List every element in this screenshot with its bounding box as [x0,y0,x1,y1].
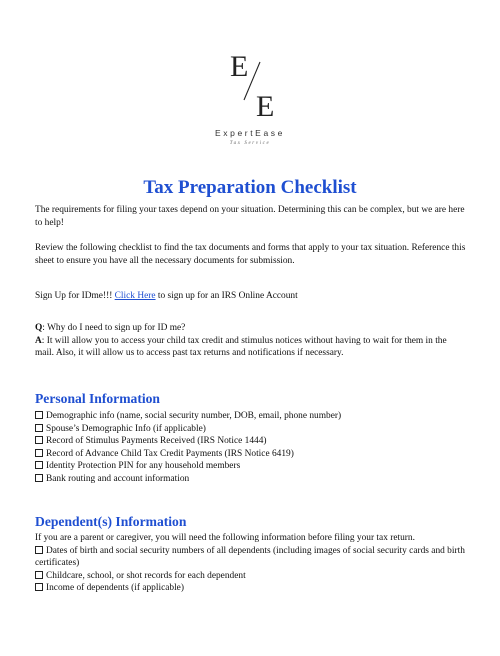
faq-q-label: Q [35,323,43,333]
faq-q-text: : Why do I need to sign up for ID me? [42,323,186,333]
signup-paragraph [35,290,467,303]
checkbox[interactable] [35,571,43,579]
list-item-label: Record of Stimulus Payments Received (IRS Notice 1444) [46,436,267,447]
logo-mark [190,42,310,126]
list-item [35,410,467,423]
signup-suffix: to sign up for an IRS Online Account [155,291,298,301]
intro-paragraph-2: Review the following checklist to find the tax documents and forms that apply to your tax situation. Reference this sheet to ensure you have all the necessary documents for submission. [35,243,466,266]
click-here-link[interactable]: Click Here [114,291,156,301]
personal-info-list [35,410,467,486]
list-item [35,448,467,461]
list-item-label: Bank routing and account information [46,473,190,484]
list-item [35,423,467,436]
list-item-label: Dates of birth and social security numbers of all dependents (including images of social security cards and birth certificates) [35,545,465,569]
list-item-label: Income of dependents (if applicable) [46,583,184,594]
logo-letter-bottom: E [256,90,275,123]
checkbox[interactable] [35,436,43,444]
personal-info-section [35,391,467,486]
checkbox[interactable] [35,449,43,457]
dependents-intro: If you are a parent or caregiver, you will need the following information before filing your tax return. [35,533,415,543]
dependents-section [35,514,467,595]
faq-section [35,322,467,360]
faq-answer [35,335,467,360]
page-title: Tax Preparation Checklist [143,177,357,198]
faq-a-label: A [35,335,42,346]
list-item [35,435,467,448]
logo-letter-top: E [230,50,249,83]
checkbox[interactable] [35,583,43,591]
brand-name: ExpertEase [215,128,285,138]
checkbox[interactable] [35,424,43,432]
checkbox[interactable] [35,474,43,482]
signup-prefix: Sign Up for IDme!!! [35,291,115,301]
intro-section [35,204,467,229]
intro-section-2 [35,242,467,267]
signup-line [35,290,467,303]
list-item [35,545,467,570]
faq-a-text: : It will allow you to access your child tax credit and stimulus notices without having to wait for them in the mail. Also, it will allow us to access past tax returns and notifications if necessary. [35,335,447,359]
brand-tagline: Tax Service [229,141,271,146]
faq-question [35,322,467,335]
list-item [35,570,467,583]
list-item-label: Childcare, school, or shot records for each dependent [46,570,246,581]
dependents-heading: Dependent(s) Information [35,514,187,529]
intro-paragraph-1: The requirements for filing your taxes depend on your situation. Determining this can be complex, but we are here to help! [35,205,465,228]
checkbox[interactable] [35,461,43,469]
checkbox[interactable] [35,411,43,419]
list-item-label: Record of Advance Child Tax Credit Payments (IRS Notice 6419) [46,448,294,459]
list-item [35,473,467,486]
list-item [35,582,467,595]
list-item-label: Spouse’s Demographic Info (if applicable) [46,423,206,434]
personal-info-heading: Personal Information [35,391,160,406]
dependents-list [35,545,467,595]
list-item-label: Identity Protection PIN for any household members [46,461,241,472]
list-item [35,460,467,473]
checkbox[interactable] [35,546,43,554]
list-item-label: Demographic info (name, social security number, DOB, email, phone number) [46,411,342,421]
